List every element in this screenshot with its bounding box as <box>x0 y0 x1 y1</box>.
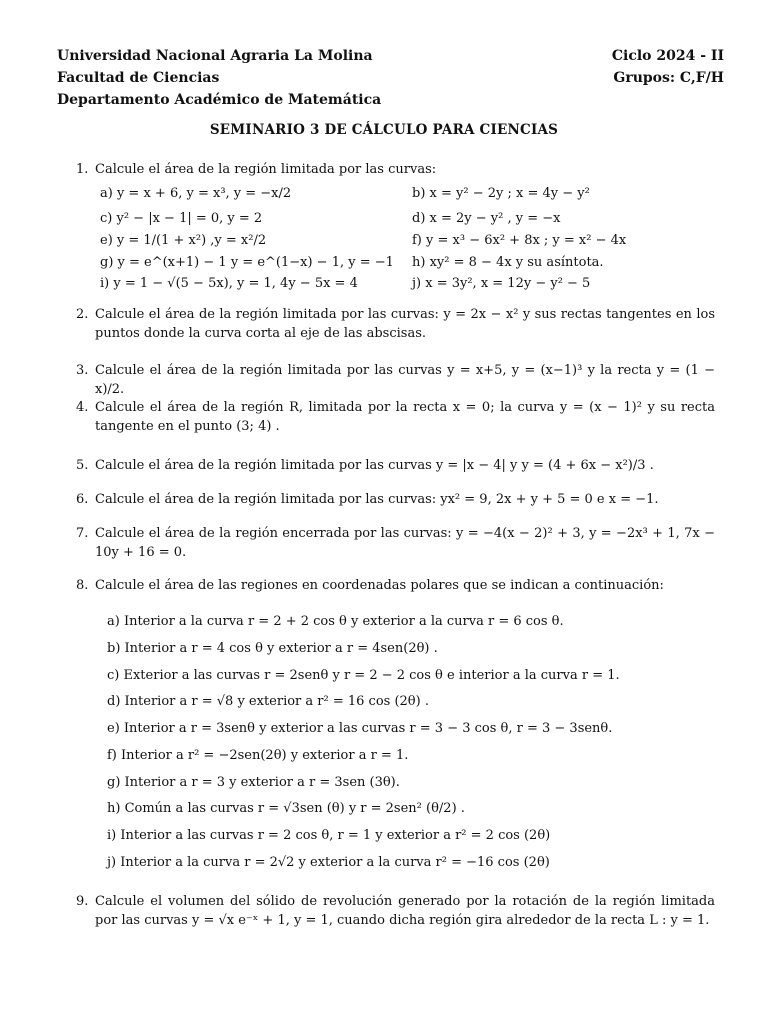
header-institution <box>57 45 381 111</box>
problem-7-number: 7. <box>76 526 89 541</box>
problem-8-item-j: j) Interior a la curva r = 2√2 y exterior a la curva r² = −16 cos (2θ) <box>107 855 550 870</box>
problem-5-number: 5. <box>76 458 89 473</box>
problem-9-number: 9. <box>76 894 89 909</box>
problem-1-number: 1. <box>76 162 89 177</box>
problem-1-item-f: f) y = x³ − 6x² + 8x ; y = x² − 4x <box>412 233 627 248</box>
problem-1-item-d: d) x = 2y − y² , y = −x <box>412 211 561 226</box>
groups-label: Grupos: C,F/H <box>613 70 724 86</box>
problem-1-item-h: h) xy² = 8 − 4x y su asíntota. <box>412 255 604 270</box>
problem-1-text: Calcule el área de la región limitada por las curvas: <box>95 162 437 177</box>
problem-8-item-h: h) Común a las curvas r = √3sen (θ) y r = 2sen² (θ/2) . <box>107 801 465 816</box>
problem-8-number: 8. <box>76 578 89 593</box>
problem-1-item-e: e) y = 1/(1 + x²) ,y = x²/2 <box>100 233 267 248</box>
problem-6-number: 6. <box>76 492 89 507</box>
problem-7-text: Calcule el área de la región encerrada por las curvas: y = −4(x − 2)² + 3, y = −2x³ + 1, 7x − 10y + 16 = 0. <box>95 526 715 560</box>
department-name: Departamento Académico de Matemática <box>57 92 382 108</box>
problem-3-text: Calcule el área de la región limitada por las curvas y = x+5, y = (x−1)³ y la recta y = (1 − x)/2. <box>95 363 715 397</box>
problem-2-number: 2. <box>76 307 89 322</box>
problem-8-item-d: d) Interior a r = √8 y exterior a r² = 16 cos (2θ) . <box>107 694 429 709</box>
problem-8-item-g: g) Interior a r = 3 y exterior a r = 3sen (3θ). <box>107 775 400 790</box>
problem-1-item-j: j) x = 3y², x = 12y − y² − 5 <box>412 276 591 291</box>
problem-5-text: Calcule el área de la región limitada por las curvas y = |x − 4| y y = (4 + 6x − x²)/3 . <box>95 458 654 473</box>
problem-8-item-b: b) Interior a r = 4 cos θ y exterior a r = 4sen(2θ) . <box>107 641 438 656</box>
problem-8-item-i: i) Interior a las curvas r = 2 cos θ, r = 1 y exterior a r² = 2 cos (2θ) <box>107 828 551 843</box>
problem-1-item-c: c) y² − |x − 1| = 0, y = 2 <box>100 211 263 226</box>
problem-1-item-i: i) y = 1 − √(5 − 5x), y = 1, 4y − 5x = 4 <box>100 276 358 291</box>
problem-9-text: Calcule el volumen del sólido de revolución generado por la rotación de la región limitada por las curvas y = √x e⁻ˣ + 1, y = 1, cuando dicha región gira alrededor de la recta L : y = 1. <box>95 894 715 928</box>
problem-8-item-c: c) Exterior a las curvas r = 2senθ y r = 2 − 2 cos θ e interior a la curva r = 1. <box>107 668 620 683</box>
problem-2-text: Calcule el área de la región limitada por las curvas: y = 2x − x² y sus rectas tangentes en los puntos donde la curva corta al eje de las abscisas. <box>95 307 715 341</box>
problem-3-number: 3. <box>76 363 89 378</box>
problem-8-text: Calcule el área de las regiones en coordenadas polares que se indican a continuación: <box>95 578 664 593</box>
problem-4-number: 4. <box>76 400 89 415</box>
cycle-label: Ciclo 2024 - II <box>611 48 724 64</box>
problem-1-item-g: g) y = e^(x+1) − 1 y = e^(1−x) − 1, y = −1 <box>100 255 394 270</box>
problem-8-item-f: f) Interior a r² = −2sen(2θ) y exterior a r = 1. <box>107 748 409 763</box>
problem-4-text: Calcule el área de la región R, limitada por la recta x = 0; la curva y = (x − 1)² y su recta tangente en el punto (3; 4) . <box>95 400 715 434</box>
page-title: SEMINARIO 3 DE CÁLCULO PARA CIENCIAS <box>209 122 559 138</box>
problem-8-item-e: e) Interior a r = 3senθ y exterior a las curvas r = 3 − 3 cos θ, r = 3 − 3senθ. <box>107 721 613 736</box>
problem-1-item-b: b) x = y² − 2y ; x = 4y − y² <box>412 186 590 201</box>
problem-6-text: Calcule el área de la región limitada por las curvas: yx² = 9, 2x + y + 5 = 0 e x = −1. <box>95 492 659 507</box>
problem-1-item-a: a) y = x + 6, y = x³, y = −x/2 <box>100 186 292 201</box>
faculty-name: Facultad de Ciencias <box>57 70 220 86</box>
university-name: Universidad Nacional Agraria La Molina <box>57 48 373 64</box>
problem-8-item-a: a) Interior a la curva r = 2 + 2 cos θ y exterior a la curva r = 6 cos θ. <box>107 614 564 629</box>
header-course-info <box>612 45 724 89</box>
